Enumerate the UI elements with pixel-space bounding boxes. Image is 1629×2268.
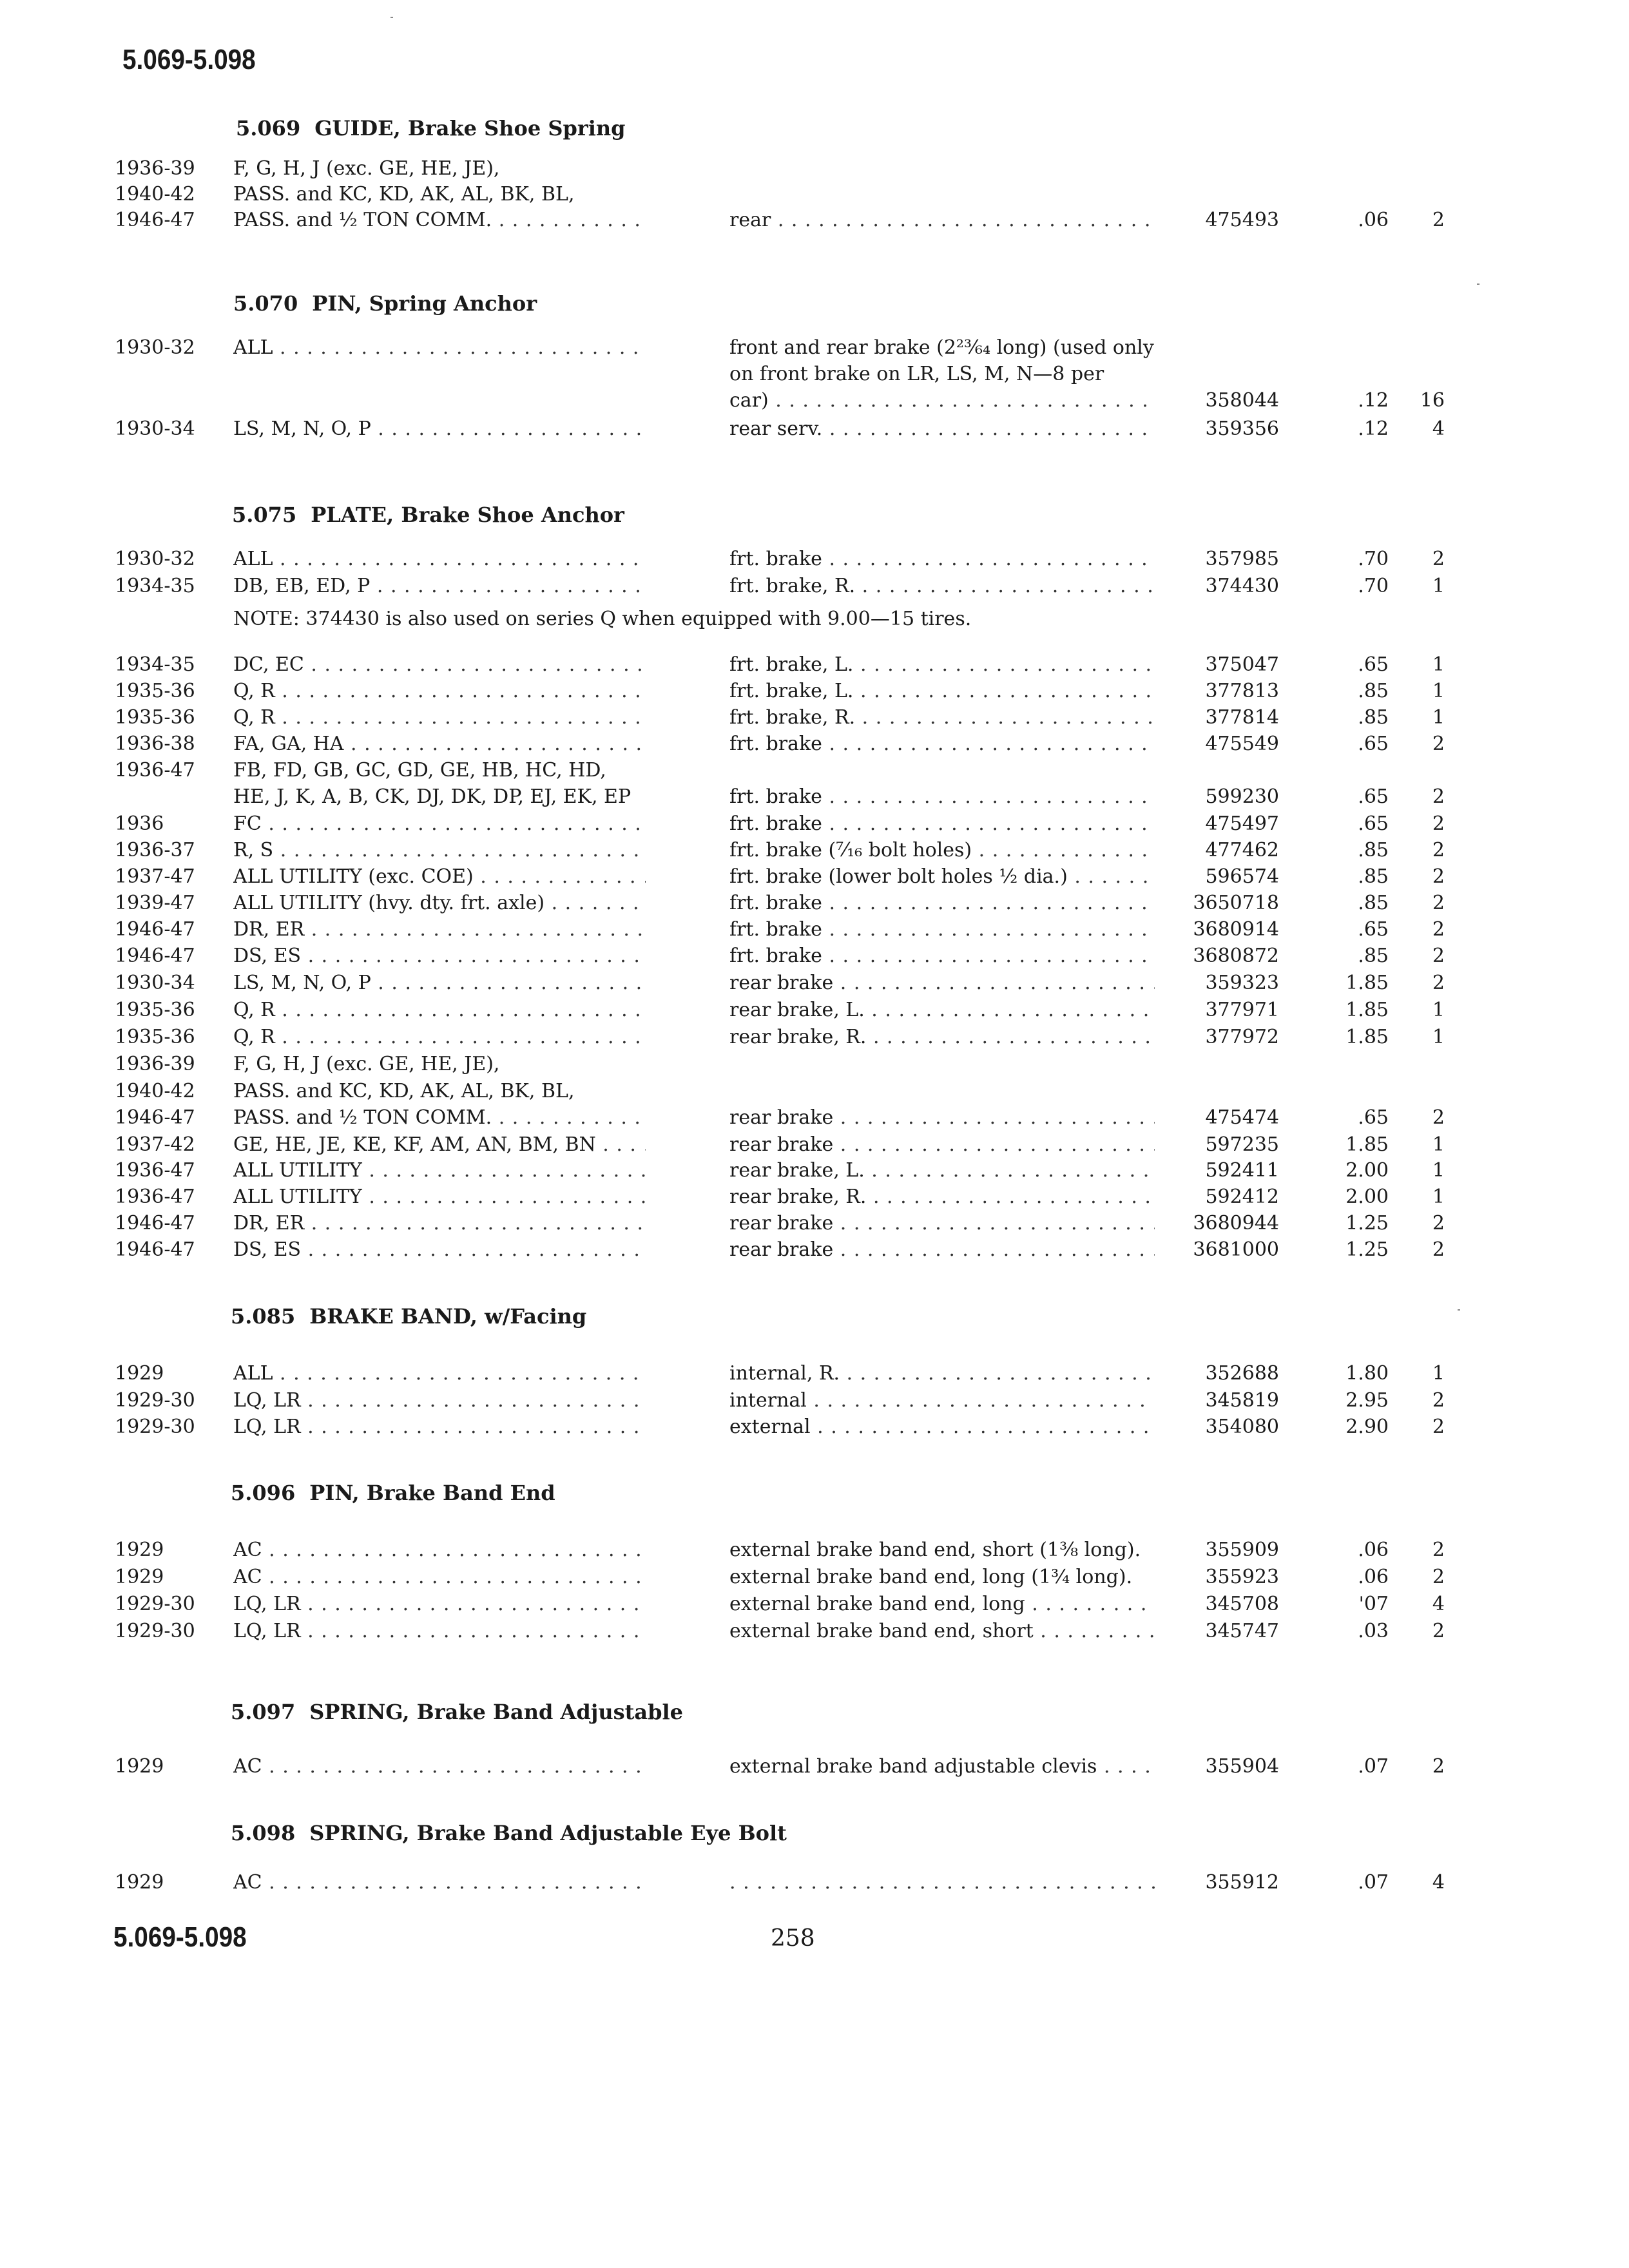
part-description: rear brake, L. . . .: [729, 1159, 1155, 1182]
part-number: 475549: [1205, 733, 1279, 755]
part-description: rear brake, R. . . .: [729, 1026, 1155, 1048]
list-price: 1.25: [1345, 1212, 1389, 1235]
model-list: ALL . . .: [233, 336, 646, 359]
quantity: 2: [1432, 733, 1445, 755]
quantity: 2: [1432, 785, 1445, 808]
parts-row: [0, 157, 1629, 186]
list-price: 1.85: [1345, 1133, 1389, 1156]
section-title: [231, 1700, 683, 1724]
model-list: Q, R . . .: [233, 706, 646, 729]
list-price: .85: [1358, 865, 1389, 888]
model-list: LQ, LR . . .: [233, 1416, 646, 1438]
list-price: .03: [1358, 1620, 1389, 1642]
list-price: .06: [1358, 209, 1389, 231]
model-list: AC . . .: [233, 1755, 646, 1778]
parts-row: [0, 1593, 1629, 1621]
quantity: 4: [1432, 1871, 1445, 1894]
quantity: 1: [1432, 706, 1445, 729]
part-number: 359356: [1205, 418, 1279, 440]
model-list: PASS. and KC, KD, AK, AL, BK, BL,: [233, 183, 575, 206]
quantity: 16: [1420, 389, 1445, 412]
list-price: .65: [1358, 812, 1389, 835]
list-price: .06: [1358, 1566, 1389, 1588]
year-range: 1930-34: [115, 972, 195, 994]
year-range: 1946-47: [115, 945, 195, 967]
year-range: 1929: [115, 1871, 164, 1894]
quantity: 2: [1432, 1212, 1445, 1235]
model-list: R, S . . .: [233, 839, 646, 861]
model-list: LS, M, N, O, P . . .: [233, 972, 646, 994]
parts-row: [0, 706, 1629, 735]
model-list: Q, R . . .: [233, 1026, 646, 1048]
part-number: 3680872: [1193, 945, 1279, 967]
year-range: 1940-42: [115, 1080, 195, 1102]
part-description: external brake band end, long (1¾ long).: [729, 1566, 1133, 1588]
section-number: 5.069: [236, 116, 301, 140]
model-list: FC . . .: [233, 812, 646, 835]
parts-row: [0, 1053, 1629, 1081]
part-description: external . . .: [729, 1416, 1155, 1438]
part-number: 345708: [1205, 1593, 1279, 1615]
part-description: rear brake . . .: [729, 1238, 1155, 1261]
year-range: 1934-35: [115, 653, 195, 676]
part-description: rear brake . . .: [729, 972, 1155, 994]
part-number: 345819: [1205, 1389, 1279, 1412]
section-number: 5.096: [231, 1481, 296, 1505]
section-title: [231, 1304, 586, 1329]
quantity: 2: [1432, 865, 1445, 888]
parts-row: [0, 1539, 1629, 1567]
quantity: 2: [1432, 812, 1445, 835]
quantity: 2: [1432, 839, 1445, 861]
quantity: 2: [1432, 892, 1445, 914]
year-range: 1936-47: [115, 759, 195, 782]
list-price: .07: [1358, 1871, 1389, 1894]
parts-row: [0, 680, 1629, 708]
parts-row: [0, 209, 1629, 237]
quantity: 2: [1432, 1755, 1445, 1778]
parts-row: [0, 1080, 1629, 1108]
section-heading: PLATE, Brake Shoe Anchor: [311, 503, 624, 527]
quantity: 2: [1432, 972, 1445, 994]
model-list: ALL UTILITY . . .: [233, 1159, 646, 1182]
part-number: 3681000: [1193, 1238, 1279, 1261]
part-number: 375047: [1205, 653, 1279, 676]
part-description: rear brake . . .: [729, 1106, 1155, 1129]
quantity: 2: [1432, 1416, 1445, 1438]
parts-row: [0, 1212, 1629, 1240]
quantity: 1: [1432, 1133, 1445, 1156]
section-number: 5.075: [232, 503, 297, 527]
quantity: 1: [1432, 999, 1445, 1021]
year-range: 1930-32: [115, 548, 195, 570]
list-price: 2.90: [1345, 1416, 1389, 1438]
part-number: 355909: [1205, 1539, 1279, 1561]
list-price: .65: [1358, 1106, 1389, 1129]
year-range: 1936: [115, 812, 164, 835]
quantity: 2: [1432, 209, 1445, 231]
section-heading: PIN, Brake Band End: [309, 1481, 555, 1505]
part-number: 345747: [1205, 1620, 1279, 1642]
section-number: 5.085: [231, 1304, 296, 1329]
list-price: .65: [1358, 733, 1389, 755]
list-price: .65: [1358, 785, 1389, 808]
part-description: external brake band end, short . . .: [729, 1620, 1155, 1642]
year-range: 1929: [115, 1362, 164, 1385]
year-range: 1936-47: [115, 1186, 195, 1208]
parts-row: [0, 892, 1629, 920]
part-number: 599230: [1205, 785, 1279, 808]
section-title: [231, 1481, 555, 1505]
list-price: .85: [1358, 680, 1389, 702]
list-price: 2.95: [1345, 1389, 1389, 1412]
quantity: 2: [1432, 548, 1445, 570]
quantity: 2: [1432, 1539, 1445, 1561]
part-description: rear brake . . .: [729, 1133, 1155, 1156]
quantity: 1: [1432, 1026, 1445, 1048]
part-description: rear . . .: [729, 209, 1155, 231]
section-title: [231, 1821, 787, 1845]
parts-row: [0, 999, 1629, 1027]
model-list: DB, EB, ED, P . . .: [233, 575, 646, 597]
parts-row: [0, 972, 1629, 1000]
part-description: frt. brake . . .: [729, 945, 1155, 967]
model-list: HE, J, K, A, B, CK, DJ, DK, DP, EJ, EK, EP: [233, 785, 631, 808]
year-range: 1929-30: [115, 1593, 195, 1615]
model-list: F, G, H, J (exc. GE, HE, JE),: [233, 1053, 500, 1075]
parts-row: [0, 1026, 1629, 1054]
model-list: GE, HE, JE, KE, KF, AM, AN, BM, BN . . .: [233, 1133, 646, 1156]
model-list: LQ, LR . . .: [233, 1389, 646, 1412]
quantity: 1: [1432, 1159, 1445, 1182]
parts-row: [0, 1871, 1629, 1899]
parts-row: [0, 1755, 1629, 1783]
parts-row: [0, 1133, 1629, 1162]
list-price: 1.25: [1345, 1238, 1389, 1261]
section-heading: GUIDE, Brake Shoe Spring: [314, 116, 626, 140]
section-note: NOTE: 374430 is also used on series Q when equipped with 9.00—15 tires.: [233, 608, 972, 630]
part-number: 596574: [1205, 865, 1279, 888]
parts-row: [0, 918, 1629, 947]
parts-row: [0, 418, 1629, 446]
list-price: .07: [1358, 1755, 1389, 1778]
model-list: ALL UTILITY (hvy. dty. frt. axle) . . .: [233, 892, 646, 914]
parts-row: [0, 865, 1629, 894]
parts-row: [0, 653, 1629, 682]
part-description: frt. brake . . .: [729, 892, 1155, 914]
list-price: '07: [1358, 1593, 1389, 1615]
quantity: 2: [1432, 1106, 1445, 1129]
list-price: .06: [1358, 1539, 1389, 1561]
part-description: rear serv. . . .: [729, 418, 1155, 440]
part-description: rear brake, R. . . .: [729, 1186, 1155, 1208]
part-number: 475497: [1205, 812, 1279, 835]
parts-row: [0, 759, 1629, 787]
parts-row: [0, 363, 1629, 391]
year-range: 1929-30: [115, 1416, 195, 1438]
quantity: 4: [1432, 1593, 1445, 1615]
model-list: AC . . .: [233, 1539, 646, 1561]
parts-row: [0, 1186, 1629, 1214]
parts-row: [0, 733, 1629, 761]
part-number: 475493: [1205, 209, 1279, 231]
part-number: 592411: [1205, 1159, 1279, 1182]
year-range: 1937-42: [115, 1133, 195, 1156]
year-range: 1946-47: [115, 1238, 195, 1261]
section-title: [232, 503, 624, 527]
list-price: .12: [1358, 418, 1389, 440]
model-list: FB, FD, GB, GC, GD, GE, HB, HC, HD,: [233, 759, 606, 782]
page-footer-range: 5.069-5.098: [113, 1921, 247, 1953]
year-range: 1937-47: [115, 865, 195, 888]
year-range: 1929-30: [115, 1620, 195, 1642]
year-range: 1936-38: [115, 733, 195, 755]
model-list: LS, M, N, O, P . . .: [233, 418, 646, 440]
list-price: .65: [1358, 918, 1389, 941]
part-number: 355904: [1205, 1755, 1279, 1778]
list-price: .85: [1358, 706, 1389, 729]
model-list: DS, ES . . .: [233, 945, 646, 967]
part-description: frt. brake, R. . . .: [729, 575, 1155, 597]
parts-row: [0, 1106, 1629, 1135]
model-list: AC . . .: [233, 1566, 646, 1588]
list-price: .85: [1358, 892, 1389, 914]
model-list: DS, ES . . .: [233, 1238, 646, 1261]
list-price: 2.00: [1345, 1186, 1389, 1208]
list-price: .70: [1358, 548, 1389, 570]
part-number: 359323: [1205, 972, 1279, 994]
part-description: internal . . .: [729, 1389, 1155, 1412]
part-description: internal, R. . . .: [729, 1362, 1155, 1385]
quantity: 1: [1432, 653, 1445, 676]
parts-row: [0, 1362, 1629, 1390]
list-price: 2.00: [1345, 1159, 1389, 1182]
model-list: DR, ER . . .: [233, 1212, 646, 1235]
year-range: 1936-37: [115, 839, 195, 861]
part-number: 3650718: [1193, 892, 1279, 914]
parts-row: [0, 1566, 1629, 1594]
part-description: on front brake on LR, LS, M, N—8 per: [729, 363, 1104, 385]
list-price: .65: [1358, 653, 1389, 676]
part-number: 355923: [1205, 1566, 1279, 1588]
list-price: 1.85: [1345, 999, 1389, 1021]
year-range: 1935-36: [115, 1026, 195, 1048]
model-list: PASS. and ½ TON COMM. . . .: [233, 1106, 646, 1129]
part-description: frt. brake . . .: [729, 812, 1155, 835]
model-list: AC . . .: [233, 1871, 646, 1894]
quantity: 4: [1432, 418, 1445, 440]
list-price: .85: [1358, 839, 1389, 861]
year-range: 1936-47: [115, 1159, 195, 1182]
section-heading: PIN, Spring Anchor: [312, 291, 537, 316]
quantity: 2: [1432, 1566, 1445, 1588]
part-number: 357985: [1205, 548, 1279, 570]
part-description: external brake band adjustable clevis . . .: [729, 1755, 1155, 1778]
part-description: frt. brake . . .: [729, 785, 1155, 808]
parts-row: [0, 183, 1629, 211]
part-number: 354080: [1205, 1416, 1279, 1438]
year-range: 1940-42: [115, 183, 195, 206]
part-description: frt. brake . . .: [729, 733, 1155, 755]
part-number: 355912: [1205, 1871, 1279, 1894]
parts-row: [0, 548, 1629, 576]
model-list: DC, EC . . .: [233, 653, 646, 676]
year-range: 1936-39: [115, 1053, 195, 1075]
list-price: .12: [1358, 389, 1389, 412]
page-number: 258: [771, 1925, 815, 1952]
section-heading: SPRING, Brake Band Adjustable Eye Bolt: [309, 1821, 787, 1845]
year-range: 1946-47: [115, 1106, 195, 1129]
scan-speck: [390, 17, 393, 18]
scan-speck: [1458, 1309, 1460, 1311]
list-price: .85: [1358, 945, 1389, 967]
year-range: 1935-36: [115, 999, 195, 1021]
quantity: 1: [1432, 680, 1445, 702]
parts-row: [0, 1416, 1629, 1444]
year-range: 1929-30: [115, 1389, 195, 1412]
section-title: [233, 291, 537, 316]
model-list: LQ, LR . . .: [233, 1620, 646, 1642]
year-range: 1946-47: [115, 209, 195, 231]
part-description: external brake band end, short (1⅜ long).: [729, 1539, 1141, 1561]
part-description: frt. brake (lower bolt holes ½ dia.) . . .: [729, 865, 1155, 888]
year-range: 1935-36: [115, 680, 195, 702]
quantity: 2: [1432, 918, 1445, 941]
year-range: 1930-32: [115, 336, 195, 359]
model-list: FA, GA, HA . . .: [233, 733, 646, 755]
part-number: 377814: [1205, 706, 1279, 729]
section-number: 5.098: [231, 1821, 296, 1845]
model-list: Q, R . . .: [233, 680, 646, 702]
quantity: 2: [1432, 1238, 1445, 1261]
year-range: 1930-34: [115, 418, 195, 440]
model-list: DR, ER . . .: [233, 918, 646, 941]
part-description: rear brake . . .: [729, 1212, 1155, 1235]
parts-row: [0, 336, 1629, 365]
year-range: 1929: [115, 1539, 164, 1561]
year-range: 1946-47: [115, 918, 195, 941]
year-range: 1934-35: [115, 575, 195, 597]
part-number: 3680944: [1193, 1212, 1279, 1235]
parts-row: [0, 1389, 1629, 1418]
part-description: external brake band end, long . . .: [729, 1593, 1155, 1615]
part-description: frt. brake . . .: [729, 918, 1155, 941]
year-range: 1929: [115, 1755, 164, 1778]
model-list: ALL UTILITY (exc. COE) . . .: [233, 865, 646, 888]
section-number: 5.097: [231, 1700, 296, 1724]
model-list: PASS. and KC, KD, AK, AL, BK, BL,: [233, 1080, 575, 1102]
scan-speck: [1477, 284, 1480, 285]
part-description: frt. brake, R. . . .: [729, 706, 1155, 729]
year-range: 1936-39: [115, 157, 195, 180]
list-price: 1.85: [1345, 972, 1389, 994]
part-number: 3680914: [1193, 918, 1279, 941]
part-number: 352688: [1205, 1362, 1279, 1385]
parts-row: [0, 812, 1629, 841]
section-title: [236, 116, 626, 140]
parts-row: [0, 839, 1629, 867]
model-list: Q, R . . .: [233, 999, 646, 1021]
section-heading: SPRING, Brake Band Adjustable: [309, 1700, 683, 1724]
part-description: car) . . .: [729, 389, 1155, 412]
model-list: ALL UTILITY . . .: [233, 1186, 646, 1208]
part-number: 358044: [1205, 389, 1279, 412]
parts-row: [0, 389, 1629, 418]
quantity: 2: [1432, 945, 1445, 967]
parts-row: [0, 785, 1629, 814]
part-number: 374430: [1205, 575, 1279, 597]
part-description: frt. brake . . .: [729, 548, 1155, 570]
section-number: 5.070: [233, 291, 298, 316]
list-price: 1.85: [1345, 1026, 1389, 1048]
parts-row: [0, 575, 1629, 603]
model-list: LQ, LR . . .: [233, 1593, 646, 1615]
model-list: F, G, H, J (exc. GE, HE, JE),: [233, 157, 500, 180]
part-description: rear brake, L. . . .: [729, 999, 1155, 1021]
part-description: frt. brake, L. . . .: [729, 680, 1155, 702]
parts-row: [0, 945, 1629, 973]
model-list: ALL . . .: [233, 1362, 646, 1385]
list-price: 1.80: [1345, 1362, 1389, 1385]
part-description: front and rear brake (2²³⁄₆₄ long) (used only: [729, 336, 1154, 359]
parts-row: [0, 1238, 1629, 1267]
quantity: 1: [1432, 1186, 1445, 1208]
parts-row: [0, 1159, 1629, 1187]
list-price: .70: [1358, 575, 1389, 597]
part-number: 475474: [1205, 1106, 1279, 1129]
part-number: 377972: [1205, 1026, 1279, 1048]
model-list: PASS. and ½ TON COMM. . . .: [233, 209, 646, 231]
part-description: frt. brake (⁷⁄₁₆ bolt holes) . . .: [729, 839, 1155, 861]
part-number: 477462: [1205, 839, 1279, 861]
year-range: 1929: [115, 1566, 164, 1588]
part-description: frt. brake, L. . . .: [729, 653, 1155, 676]
quantity: 2: [1432, 1620, 1445, 1642]
page-header-range: 5.069-5.098: [122, 44, 256, 75]
quantity: 2: [1432, 1389, 1445, 1412]
part-description: [729, 1871, 1155, 1894]
part-number: 377971: [1205, 999, 1279, 1021]
part-number: 592412: [1205, 1186, 1279, 1208]
year-range: 1939-47: [115, 892, 195, 914]
year-range: 1935-36: [115, 706, 195, 729]
parts-row: [0, 1620, 1629, 1648]
section-heading: BRAKE BAND, w/Facing: [309, 1304, 587, 1329]
quantity: 1: [1432, 1362, 1445, 1385]
quantity: 1: [1432, 575, 1445, 597]
year-range: 1946-47: [115, 1212, 195, 1235]
model-list: ALL . . .: [233, 548, 646, 570]
part-number: 597235: [1205, 1133, 1279, 1156]
part-number: 377813: [1205, 680, 1279, 702]
